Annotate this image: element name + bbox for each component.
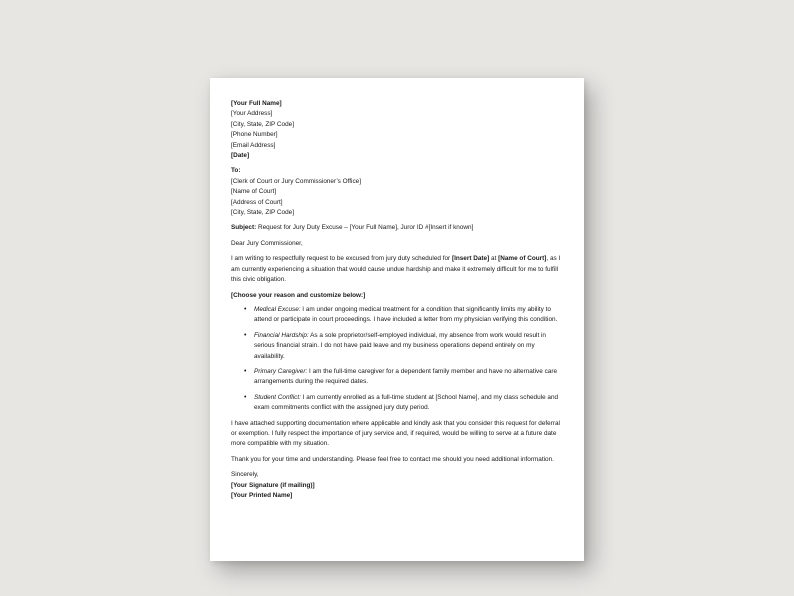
- reasons-list: [231, 305, 564, 414]
- sender-city: [City, State, ZIP Code]: [231, 120, 294, 128]
- closing-sincerely: Sincerely,: [231, 471, 259, 479]
- thanks-paragraph: Thank you for your time and understanding. Please feel free to contact me should you need additional information.: [231, 455, 554, 463]
- recipient-office: [Clerk of Court or Jury Commissioner’s Office]: [231, 177, 361, 185]
- reason-title: Medical Excuse:: [254, 305, 301, 313]
- reason-text: I am under ongoing medical treatment for a condition that significantly limits my ability to attend or participate in court proceedings. I have included a letter from my physician verifying this condition.: [254, 305, 558, 324]
- reason-title: Primary Caregiver:: [254, 367, 308, 375]
- closing-printed-name: [Your Printed Name]: [231, 492, 293, 499]
- sender-block: [231, 99, 564, 161]
- bullet-icon: •: [244, 367, 247, 375]
- recipient-block: [231, 166, 564, 218]
- intro-date: [Insert Date]: [451, 255, 490, 263]
- closing-block: [231, 470, 564, 501]
- intro-court: [Name of Court]: [498, 255, 547, 263]
- intro-part-2: at: [489, 255, 499, 263]
- list-item: [244, 367, 564, 388]
- list-item: [244, 331, 564, 362]
- reason-text: As a sole proprietor/self-employed individual, my absence from work would result in serious financial strain. I do not have paid leave and my business operations depend entirely on my availability.: [254, 331, 546, 360]
- sender-address: [Your Address]: [231, 110, 273, 118]
- bullet-icon: •: [244, 393, 247, 401]
- reason-title: Financial Hardship:: [254, 331, 309, 339]
- reason-text: I am currently enrolled as a full-time student at [School Name], and my class schedule and exam commitments conflict with the assigned jury duty period.: [254, 393, 559, 412]
- sender-phone: [Phone Number]: [231, 131, 278, 139]
- sender-email: [Email Address]: [231, 141, 276, 149]
- list-item: [244, 393, 564, 414]
- choose-heading: [Choose your reason and customize below:]: [231, 291, 366, 299]
- sender-date: [Date]: [231, 152, 250, 160]
- intro-part-3: , as I am currently experiencing a situation that would cause undue hardship and make it extremely difficult for me to fulfill this civic obligation.: [231, 255, 561, 284]
- intro-paragraph: [231, 254, 564, 285]
- reason-title: Student Conflict:: [254, 393, 301, 401]
- subject-label: Subject:: [231, 224, 257, 232]
- documentation-paragraph: I have attached supporting documentation where applicable and kindly ask that you consider this request for deferral or exemption. I fully respect the importance of jury service and, if required, would be willing to serve at a future date more compatible with my situation.: [231, 419, 560, 448]
- salutation: Dear Jury Commissioner,: [231, 239, 303, 247]
- closing-signature: [Your Signature (if mailing)]: [231, 481, 315, 489]
- list-item: [244, 305, 564, 326]
- recipient-court-address: [Address of Court]: [231, 198, 283, 206]
- recipient-city: [City, State, ZIP Code]: [231, 209, 294, 217]
- bullet-icon: •: [244, 305, 247, 313]
- letter-page: [210, 78, 584, 561]
- subject-line: [231, 223, 564, 233]
- recipient-label: To:: [231, 167, 241, 175]
- subject-text: Request for Jury Duty Excuse – [Your Full Name], Juror ID #[Insert if known]: [256, 224, 474, 232]
- recipient-court-name: [Name of Court]: [231, 188, 277, 196]
- reason-text: I am the full-time caregiver for a dependent family member and have no alternative care arrangements during the required dates.: [254, 367, 557, 386]
- sender-name: [Your Full Name]: [231, 100, 282, 107]
- intro-part-1: I am writing to respectfully request to be excused from jury duty scheduled for: [231, 255, 452, 263]
- bullet-icon: •: [244, 331, 247, 339]
